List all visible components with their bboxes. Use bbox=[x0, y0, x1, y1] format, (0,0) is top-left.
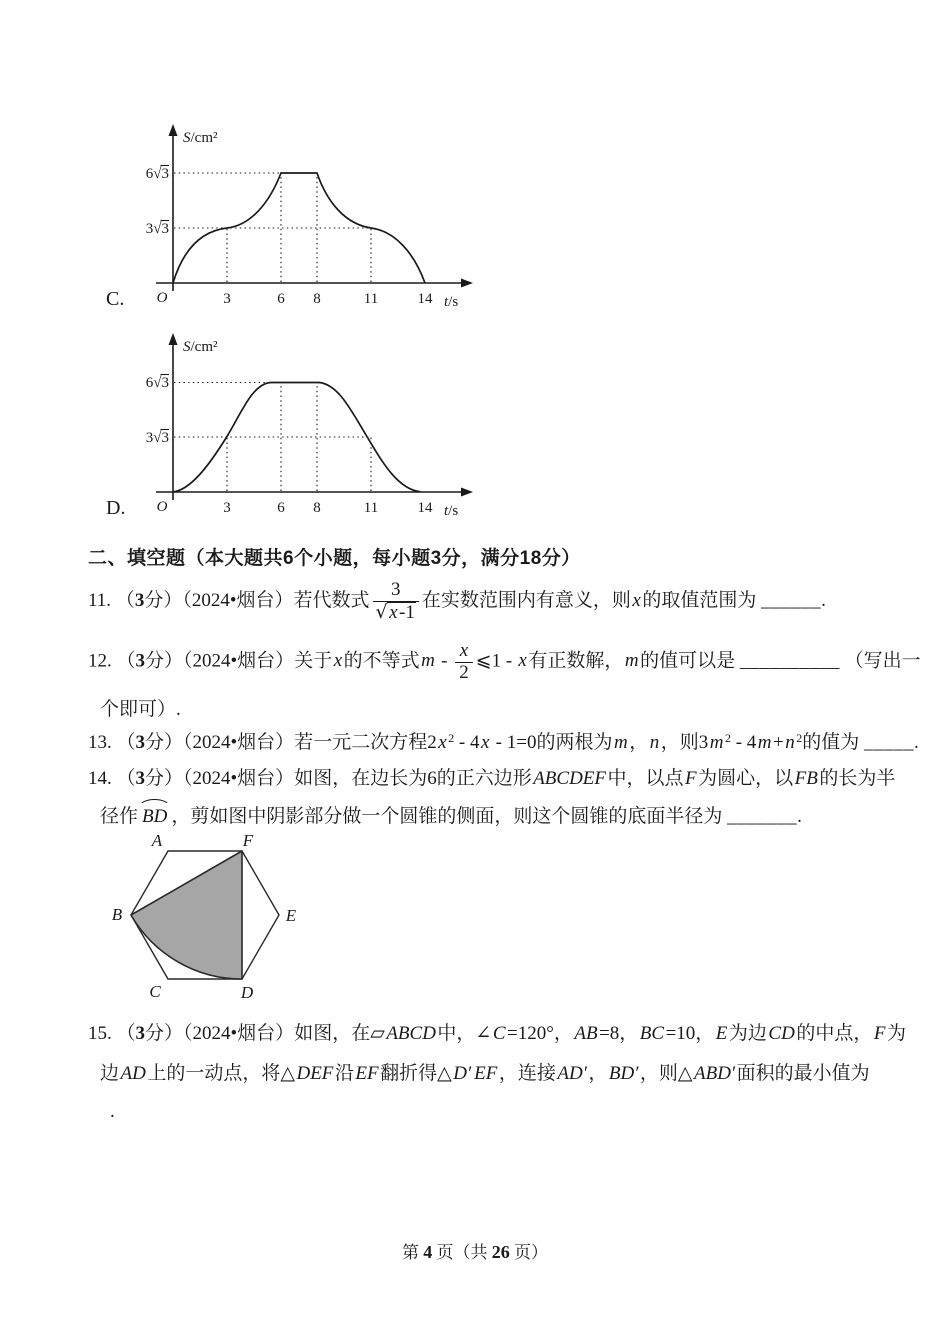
x-tick-label: 6 bbox=[277, 500, 285, 516]
option-c-label: C. bbox=[106, 288, 125, 310]
x-tick-label: 14 bbox=[417, 500, 433, 516]
option-d-label: D. bbox=[106, 497, 126, 519]
y-axis-arrow bbox=[169, 124, 178, 136]
y-tick-label: 6√3 bbox=[145, 375, 169, 391]
vertex-label-d: D bbox=[240, 983, 254, 1002]
y-axis-label: S/cm² bbox=[183, 130, 218, 146]
x-tick-label: 3 bbox=[223, 500, 231, 516]
x-axis-label: t/s bbox=[444, 294, 459, 310]
question-12-line1: 12. （3分）（2024•烟台）关于x的不等式m - $\frac{x}{2}$ ⩽1 - x有正数解，m的值可以是 __________ （写出一 bbox=[88, 640, 921, 683]
question-13: 13. （3分）（2024•烟台）若一元二次方程2x $^2$ - 4x - 1=0的两根为m，n，则3m $^2$ - 4m+n $^2$的值为 _____. bbox=[88, 731, 919, 753]
page-footer bbox=[0, 1238, 950, 1263]
footer-total-pages: 26 bbox=[491, 1242, 510, 1262]
x-tick-label: 6 bbox=[277, 291, 285, 307]
vertex-label-f: F bbox=[242, 831, 254, 850]
dotted-guides bbox=[174, 173, 371, 282]
y-axis-label: S/cm² bbox=[183, 339, 218, 355]
vertex-label-a: A bbox=[151, 831, 163, 850]
x-tick-label: 11 bbox=[363, 500, 379, 516]
footer-prefix: 第 bbox=[402, 1243, 424, 1262]
graph-option-c bbox=[138, 118, 498, 318]
footer-middle: 页（共 bbox=[432, 1243, 492, 1262]
vertex-label-b: B bbox=[111, 905, 123, 924]
footer-suffix: 页） bbox=[509, 1243, 548, 1262]
origin-label: O bbox=[156, 290, 168, 306]
question-15-line3: . bbox=[110, 1101, 115, 1122]
curve-c bbox=[173, 173, 425, 283]
question-11: 11. （3分）（2024•烟台）若代数式 $\frac{3}{√x-1}$ 在实数范围内有意义，则x的取值范围为 ______. bbox=[88, 579, 826, 623]
question-12-line2: 个即可）. bbox=[100, 699, 181, 720]
question-15-line2: 边AD上的一动点，将△DEF沿EF翻折得△D′ EF，连接AD′，BD′，则△ABD′面积的最小值为 bbox=[100, 1063, 870, 1084]
x-tick-label: 14 bbox=[417, 291, 433, 307]
x-axis-arrow bbox=[461, 279, 473, 288]
y-tick-label: 6√3 bbox=[145, 166, 169, 182]
x-tick-label: 3 bbox=[223, 291, 231, 307]
origin-label: O bbox=[156, 499, 168, 515]
y-tick-label: 3√3 bbox=[145, 221, 169, 237]
axes bbox=[156, 341, 465, 500]
x-axis-arrow bbox=[461, 488, 473, 497]
question-14-line1: 14. （3分）（2024•烟台）如图，在边长为6的正六边形ABCDEF中，以点F为圆心，以FB的长为半 bbox=[88, 768, 896, 789]
question-15-line1: 15. （3分）（2024•烟台）如图，在▱ABCD中，∠C=120°，AB=8，BC=10，E为边CD的中点，F为 bbox=[88, 1023, 906, 1044]
x-tick-label: 8 bbox=[313, 291, 321, 307]
y-axis-arrow bbox=[169, 333, 178, 345]
dotted-guides bbox=[174, 383, 371, 492]
section-header: 二、填空题（本大题共6个小题，每小题3分，满分18分） bbox=[88, 548, 581, 569]
x-tick-label: 11 bbox=[363, 291, 379, 307]
question-14-line2: 径作 BD ，剪如图中阴影部分做一个圆锥的侧面，则这个圆锥的底面半径为 _______. bbox=[100, 805, 802, 830]
vertex-label-c: C bbox=[149, 982, 161, 1001]
graph-option-d bbox=[138, 327, 498, 527]
vertex-label-e: E bbox=[285, 906, 297, 925]
x-axis-label: t/s bbox=[444, 503, 459, 519]
footer-page-number: 4 bbox=[423, 1242, 433, 1262]
x-tick-label: 8 bbox=[313, 500, 321, 516]
hexagon-figure bbox=[95, 830, 325, 1005]
y-tick-label: 3√3 bbox=[145, 430, 169, 446]
